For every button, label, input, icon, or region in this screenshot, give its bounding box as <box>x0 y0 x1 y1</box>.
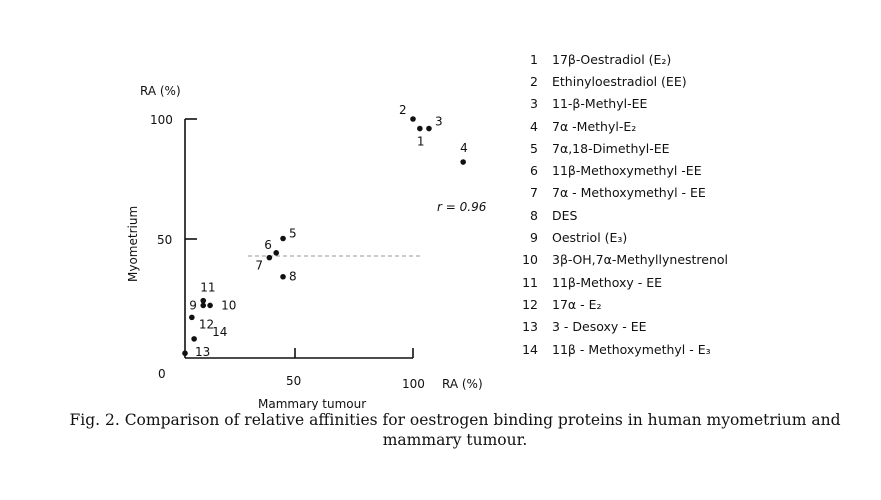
point-label-2: 2 <box>399 103 407 117</box>
legend-item <box>508 249 728 271</box>
y-tick-label-100: 100 <box>150 113 173 127</box>
point-label-1: 1 <box>416 134 425 149</box>
legend <box>508 48 728 360</box>
point-label-9: 9 <box>189 298 197 313</box>
data-point-8 <box>280 274 286 280</box>
point-label-7: 7 <box>255 258 264 273</box>
data-point-12 <box>189 315 195 321</box>
legend-compound-name: 3β-OH,7α-Methyllynestrenol <box>552 252 729 268</box>
legend-number: 4 <box>530 118 538 134</box>
point-label-5: 5 <box>289 226 297 241</box>
point-label-11: 11 <box>200 280 216 295</box>
data-point-4 <box>460 159 466 165</box>
legend-item <box>508 182 728 204</box>
legend-number: 7 <box>530 185 538 201</box>
figure-caption: Fig. 2. Comparison of relative affinities for oestrogen binding proteins in human myometrium and mammary tumour. <box>69 411 841 449</box>
x-tick-label-50: 50 <box>286 374 302 388</box>
legend-compound-name: 11β-Methoxy - EE <box>552 274 663 290</box>
data-point-14 <box>191 336 197 342</box>
legend-item <box>508 159 728 181</box>
point-label-10: 10 <box>221 298 237 313</box>
legend-item <box>508 226 728 248</box>
point-label-3: 3 <box>434 114 443 129</box>
legend-item <box>508 70 728 92</box>
legend-number: 9 <box>530 230 538 246</box>
legend-compound-name: 7α -Methyl-E₂ <box>552 118 637 134</box>
legend-item <box>508 293 728 315</box>
legend-item <box>508 48 728 70</box>
data-point-13 <box>182 350 188 356</box>
legend-number: 1 <box>530 51 538 67</box>
legend-compound-name: Oestriol (E₃) <box>552 230 628 246</box>
data-point-9 <box>200 303 206 309</box>
legend-number: 12 <box>522 296 538 312</box>
legend-compound-name: 17α - E₂ <box>552 296 602 312</box>
legend-number: 14 <box>522 341 538 357</box>
point-label-4: 4 <box>460 141 468 156</box>
legend-item <box>508 316 728 338</box>
correlation-annotation: r = 0.96 <box>437 200 487 214</box>
legend-item <box>508 93 728 115</box>
legend-item <box>508 338 728 360</box>
legend-compound-name: Ethinyloestradiol (EE) <box>552 73 687 89</box>
legend-item <box>508 271 728 293</box>
legend-number: 10 <box>522 252 538 268</box>
data-point-11 <box>200 298 206 304</box>
x-tick-label-0: 0 <box>158 367 166 381</box>
data-point-3 <box>426 126 432 132</box>
legend-number: 5 <box>530 140 538 156</box>
legend-item <box>508 204 728 226</box>
legend-number: 3 <box>530 96 538 112</box>
legend-compound-name: 7α,18-Dimethyl-EE <box>552 140 670 156</box>
x-tick-label-100: 100 <box>402 377 425 391</box>
point-label-8: 8 <box>289 269 297 284</box>
legend-compound-name: 17β-Oestradiol (E₂) <box>552 51 672 67</box>
legend-item <box>508 137 728 159</box>
legend-number: 2 <box>530 73 538 89</box>
data-point-6 <box>273 250 279 256</box>
legend-compound-name: 11β - Methoxymethyl - E₃ <box>552 341 711 357</box>
legend-compound-name: 11-β-Methyl-EE <box>552 96 648 112</box>
data-point-2 <box>410 116 416 122</box>
legend-compound-name: DES <box>552 207 578 223</box>
x-unit-label: RA (%) <box>442 377 483 391</box>
data-point-10 <box>207 303 213 309</box>
legend-number: 13 <box>522 319 538 335</box>
point-label-6: 6 <box>264 237 272 252</box>
legend-compound-name: 11β-Methoxymethyl -EE <box>552 163 702 179</box>
point-label-12: 12 <box>198 317 215 332</box>
data-point-5 <box>280 236 286 242</box>
legend-number: 11 <box>522 274 538 290</box>
point-label-14: 14 <box>212 324 228 339</box>
points-layer <box>182 103 468 359</box>
point-label-13: 13 <box>195 345 211 360</box>
y-unit-label: RA (%) <box>140 84 181 98</box>
legend-item <box>508 115 728 137</box>
data-point-7 <box>267 255 273 261</box>
legend-compound-name: 7α - Methoxymethyl - EE <box>552 185 706 201</box>
data-point-1 <box>417 126 423 132</box>
legend-number: 8 <box>530 207 538 223</box>
x-axis-title: Mammary tumour <box>258 397 367 410</box>
legend-compound-name: 3 - Desoxy - EE <box>552 319 647 335</box>
legend-number: 6 <box>530 163 538 179</box>
y-axis-title: Myometrium <box>126 205 140 282</box>
y-tick-label-50: 50 <box>157 233 173 247</box>
